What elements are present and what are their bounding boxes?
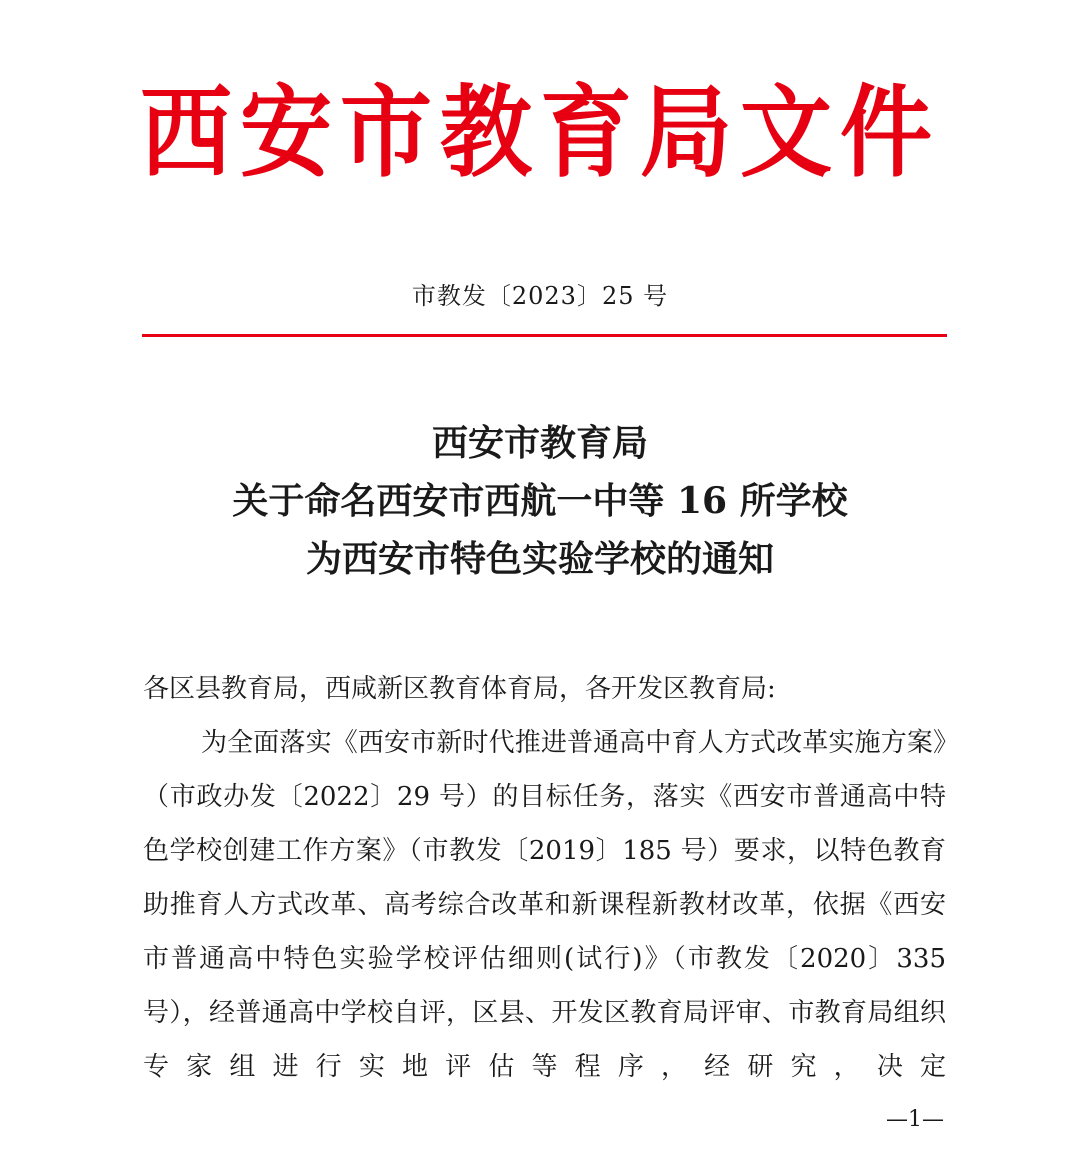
body-paragraph: 为全面落实《西安市新时代推进普通高中育人方式改革实施方案》（市政办发〔2022〕29 号）的目标任务，落实《西安市普通高中特色学校创建工作方案》（市教发〔2019〕185 号）要求，以特色教育助推育人方式改革、高考综合改革和新课程新教材改革，依据《西安市普通高中特色实验学校评估细则(试行)》（市教发〔2020〕335 号），经普通高中学校自评，区县、开发区教育局评审、市教育局组织专家组进行实地评估等程序，经研究，决定 <box>143 728 946 1082</box>
document-body <box>143 662 946 1094</box>
notice-title <box>0 414 1080 588</box>
page-number: —1— <box>886 1107 944 1132</box>
masthead-title: 西安市教育局文件 <box>139 73 940 191</box>
document-number: 市教发〔2023〕25 号 <box>411 282 669 310</box>
title-line-3: 为西安市特色实验学校的通知 <box>305 538 774 580</box>
title-line-1: 西安市教育局 <box>431 422 648 464</box>
red-divider-line <box>142 334 947 337</box>
salutation: 各区县教育局，西咸新区教育体育局，各开发区教育局: <box>143 674 776 704</box>
title-line-2: 关于命名西安市西航一中等 16 所学校 <box>232 480 848 522</box>
